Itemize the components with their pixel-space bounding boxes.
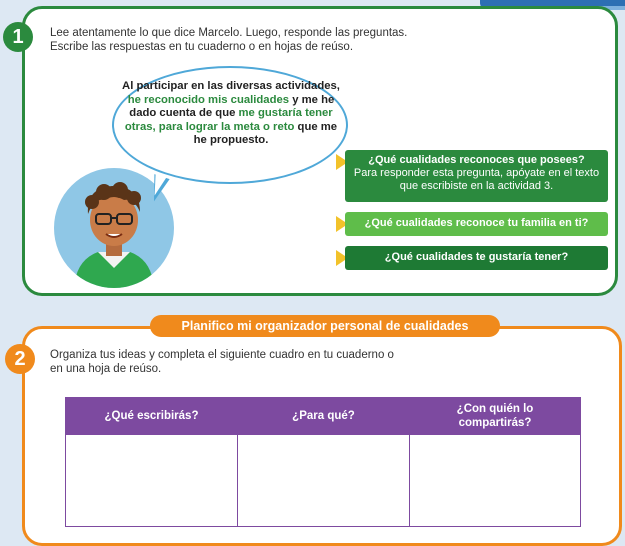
instruction-line: Escribe las respuestas en tu cuaderno o en hojas de reúso. — [50, 41, 354, 53]
activity-2-number: 2 — [5, 344, 35, 374]
qualities-table — [65, 397, 581, 527]
table-cell — [410, 435, 580, 526]
table-header-cell: ¿Para qué? — [292, 410, 355, 422]
question-box-1 — [345, 150, 608, 202]
question-hint: Para responder esta pregunta, apóyate en el texto que escribiste en la actividad 3. — [353, 167, 600, 192]
speech-part: y me he dado cuenta de que — [129, 93, 335, 119]
table-cell — [238, 435, 409, 526]
activity-1-instructions — [50, 26, 470, 54]
question-title: ¿Qué cualidades reconoce tu familia en ti? — [364, 217, 589, 229]
table-cell — [66, 435, 237, 526]
question-title: ¿Qué cualidades te gustaría tener? — [384, 251, 569, 263]
instruction-line: Organiza tus ideas y completa el siguiente cuadro en tu cuaderno o — [50, 349, 394, 361]
table-header-cell: ¿Qué escribirás? — [104, 410, 199, 422]
activity-1-number: 1 — [3, 22, 33, 52]
question-box-3 — [345, 246, 608, 270]
question-box-2 — [345, 212, 608, 236]
speech-part: Al participar en las diversas actividades, — [122, 80, 340, 92]
instruction-line: Lee atentamente lo que dice Marcelo. Luego, responde las preguntas. — [50, 27, 408, 39]
question-title: ¿Qué cualidades reconoces que posees? — [368, 154, 585, 166]
table-header-cell: ¿Con quién lo compartirás? — [456, 403, 534, 429]
section-title: Planifico mi organizador personal de cualidades — [150, 315, 500, 337]
speech-part: que me he propuesto. — [193, 120, 338, 146]
speech-highlight: me gustaría tener otras, para lograr la meta o reto — [124, 107, 333, 133]
speech-text — [118, 80, 344, 148]
instruction-line: en una hoja de reúso. — [50, 363, 162, 375]
speech-highlight: he reconocido mis cualidades — [127, 93, 290, 106]
activity-2-instructions — [50, 348, 470, 376]
